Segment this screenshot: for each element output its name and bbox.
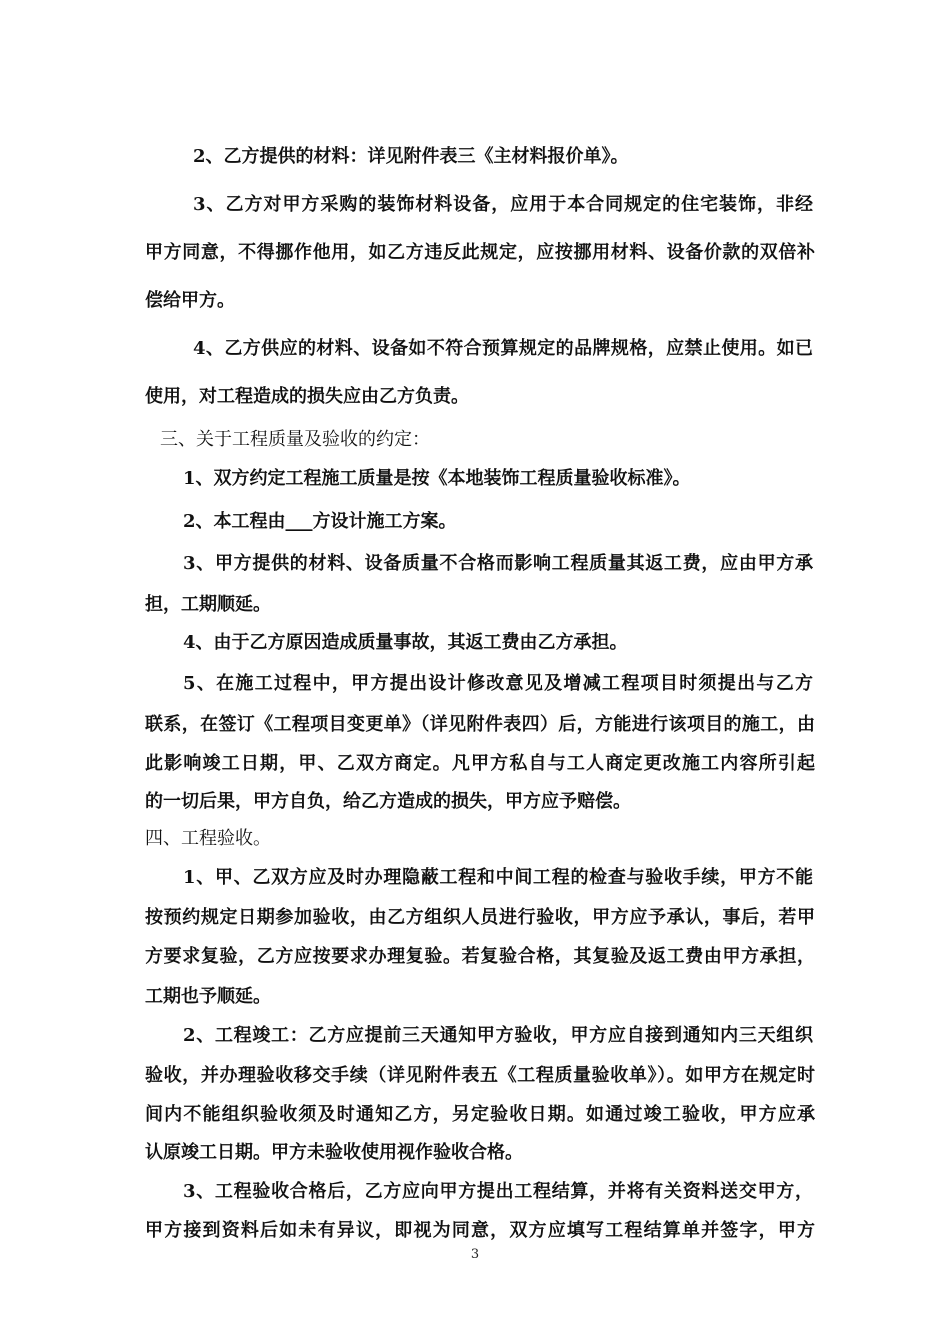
page-number: 3: [470, 1247, 480, 1262]
text-line-1: 2、乙方提供的材料：详见附件表三《主材料报价单》。: [193, 146, 629, 167]
text-line-5: 4、乙方供应的材料、设备如不符合预算规定的品牌规格，应禁止使用。如已: [193, 338, 813, 359]
text-line-2: 3、乙方对甲方采购的装饰材料设备，应用于本合同规定的住宅装饰，非经: [193, 194, 813, 215]
section-heading-3: 三、关于工程质量及验收的约定：: [160, 429, 430, 450]
text-line-9: 2、本工程由___方设计施工方案。: [183, 511, 457, 532]
text-line-27: 甲方接到资料后如未有异议，即视为同意，双方应填写工程结算单并签字，甲方: [145, 1220, 815, 1241]
text-line-12: 4、由于乙方原因造成质量事故，其返工费由乙方承担。: [183, 632, 628, 653]
text-line-10: 3、甲方提供的材料、设备质量不合格而影响工程质量其返工费，应由甲方承: [183, 553, 813, 574]
text-line-22: 2、工程竣工：乙方应提前三天通知甲方验收，甲方应自接到通知内三天组织: [183, 1025, 813, 1046]
text-line-25: 认原竣工日期。甲方未验收使用视作验收合格。: [145, 1142, 523, 1163]
text-line-19: 按预约规定日期参加验收，由乙方组织人员进行验收，甲方应予承认，事后，若甲: [145, 907, 815, 928]
text-line-3: 甲方同意，不得挪作他用，如乙方违反此规定，应按挪用材料、设备价款的双倍补: [145, 242, 815, 263]
text-line-23: 验收，并办理验收移交手续（详见附件表五《工程质量验收单》）。如甲方在规定时: [145, 1065, 815, 1086]
text-line-16: 的一切后果，甲方自负，给乙方造成的损失，甲方应予赔偿。: [145, 791, 631, 812]
text-line-18: 1、甲、乙双方应及时办理隐蔽工程和中间工程的检查与验收手续，甲方不能: [183, 867, 813, 888]
text-line-20: 方要求复验，乙方应按要求办理复验。若复验合格，其复验及返工费由甲方承担，: [145, 946, 815, 967]
text-line-26: 3、工程验收合格后，乙方应向甲方提出工程结算，并将有关资料送交甲方，: [183, 1181, 813, 1202]
section-heading-4: 四、工程验收。: [145, 828, 271, 849]
text-line-14: 联系，在签订《工程项目变更单》（详见附件表四）后，方能进行该项目的施工，由: [145, 714, 815, 735]
text-line-15: 此影响竣工日期，甲、乙双方商定。凡甲方私自与工人商定更改施工内容所引起: [145, 753, 815, 774]
text-line-4: 偿给甲方。: [145, 290, 235, 311]
text-line-6: 使用，对工程造成的损失应由乙方负责。: [145, 386, 469, 407]
text-line-13: 5、在施工过程中，甲方提出设计修改意见及增减工程项目时须提出与乙方: [183, 673, 813, 694]
text-line-21: 工期也予顺延。: [145, 986, 271, 1007]
text-line-11: 担，工期顺延。: [145, 594, 271, 615]
text-line-8: 1、双方约定工程施工质量是按《本地装饰工程质量验收标准》。: [183, 468, 691, 489]
text-line-24: 间内不能组织验收须及时通知乙方，另定验收日期。如通过竣工验收，甲方应承: [145, 1104, 815, 1125]
